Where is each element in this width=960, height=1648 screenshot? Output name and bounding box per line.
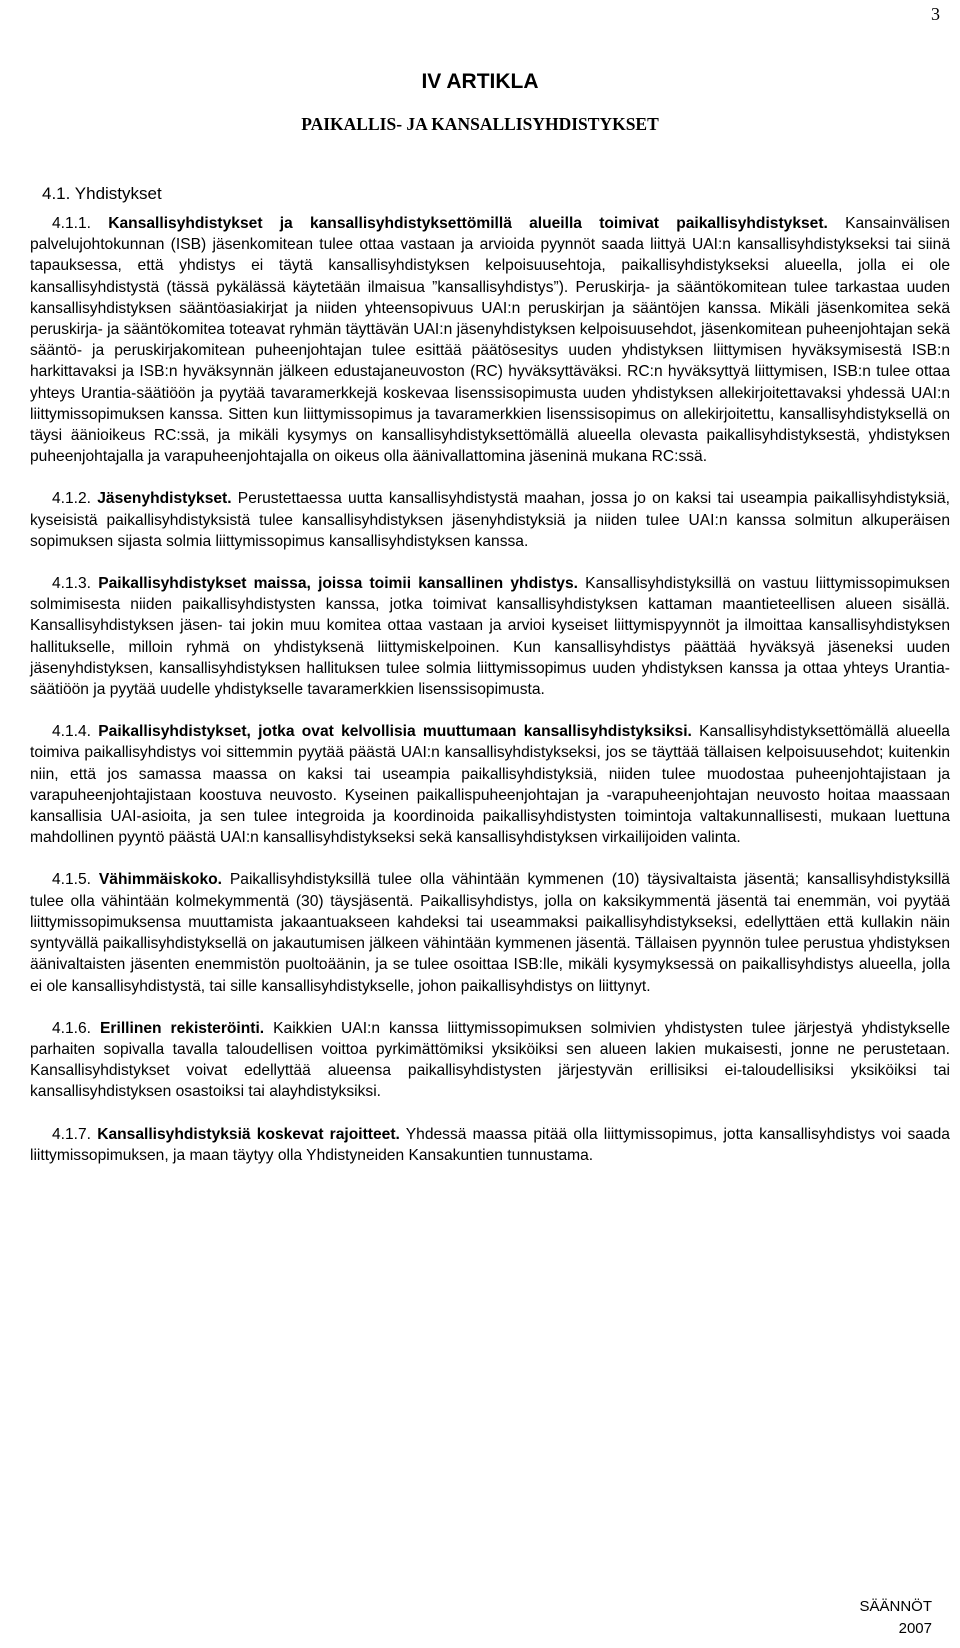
paragraph-heading: Kansallisyhdistykset ja kansallisyhdistyksettömillä alueilla toimivat paikallisyhdistykset. (108, 215, 828, 232)
paragraph-heading: Jäsenyhdistykset. (97, 490, 232, 508)
paragraph-4-1-1 (30, 213, 950, 467)
paragraph-text: Kansainvälisen palvelujohtokunnan (ISB) jäsenkomitean tulee ottaa vastaan ja arvioida pyynnöt saada liittyä UAI:n kansallisyhdistykseksi tai siinä tapauksessa, että yhdistys ei täytä kansallisyhdistyksen kelpoisuusehtoja, paikallisyhdistykseksi alueella, jolla ei ole kansallisyhdistystä (tässä pykälässä käytetään ilmaisua ”kansallisyhdistys”). Peruskirja- ja sääntökomitean tulee tarkastaa uuden kansallisyhdistyksen sääntöasiakirjat ja niiden yhteensopivuus UAI:n peruskirjan ja sääntöjen kanssa. Mikäli jäsenkomitea sekä peruskirja- ja sääntökomitea toteavat ryhmän täyttävän UAI:n jäsenyhdistyksen kelpoisuusehdot, jäsenkomitean puheenjohtajan sekä sääntö- ja peruskirjakomitean puheenjohtajan tulee esittää päätösesitys uuden yhdistyksen liittymisen hyväksymisestä ISB:n harkittavaksi ja ISB:n hyväksynnän jälkeen edustajaneuvoston (RC) hyväksyttäväksi. RC:n hyväksyttyä liittymisen, ISB:n tulee ottaa yhteys Urantia-säätiöön ja pyytää tavaramerkkejä koskevaa lisenssisopimusta uuden yhdistyksen allekirjoitettavaksi yhdessä UAI:n liittymissopimuksen kanssa. Sitten kun liittymissopimus ja tavaramerkkien lisenssisopimus on allekirjoitettu, kansallisyhdistyksellä on täysi äänioikeus RC:ssä, ja mikäli kysymys on kansallisyhdistyksettömällä alueella olevasta paikallisyhdistyksestä, yhdistyksen puheenjohtajalla ja varapuheenjohtajalla on oikeus olla äänivallattomina jäseninä mukana RC:ssä. (30, 215, 950, 466)
footer-label: SÄÄNNÖT (859, 1598, 932, 1615)
paragraph-4-1-4 (30, 721, 950, 848)
paragraph-4-1-5 (30, 869, 950, 996)
paragraph-number: 4.1.5. (52, 871, 92, 889)
paragraph-number: 4.1.3. (52, 575, 92, 593)
paragraph-heading: Paikallisyhdistykset, jotka ovat kelvollisia muuttumaan kansallisyhdistyksiksi. (98, 723, 692, 741)
paragraph-number: 4.1.4. (52, 723, 92, 741)
paragraph-4-1-2 (30, 488, 950, 552)
paragraph-text: Perustettaessa uutta kansallisyhdistystä maahan, jossa jo on kaksi tai useampia paikallisyhdistyksiä, kyseisistä paikallisyhdistyksistä tulee kansallisyhdistyksen jäsenyhdistyksiä ja niiden tulee UAI:n kanssa solmitun alkuperäisen sopimuksen sijasta solmia liittymissopimus kansallisyhdistyksen kanssa. (30, 490, 950, 550)
paragraph-text: Kaikkien UAI:n kanssa liittymissopimuksen solmivien yhdistysten tulee järjestyä yhdistykselle parhaiten sopivalla tavalla taloudellisen voittoa pyrkimättömiksi yksiköiksi sen alueen lakien mukaisesti, jonne ne perustetaan. Kansallisyhdistykset voivat edellyttää alueensa paikallisyhdistysten järjestyvän erillisiksi ei-taloudellisiksi yksiköiksi tai kansallisyhdistyksen osastoiksi tai alayhdistyksiksi. (30, 1019, 950, 1101)
paragraph-text: Yhdessä maassa pitää olla liittymissopimus, jotta kansallisyhdistys voi saada liittymissopimuksen, ja maan täytyy olla Yhdistyneiden Kansakuntien tunnustama. (30, 1125, 950, 1164)
paragraph-heading: Vähimmäiskoko. (98, 871, 222, 889)
paragraph-text: Kansallisyhdistyksettömällä alueella toimiva paikallisyhdistys voi sittemmin pyytää päästä UAI:n kansallisyhdistykseksi, jos se täyttää tällaisen kelpoisuusehdot; kuitenkin niin, että jos samassa maassa on kaksi tai useampia paikallisyhdistyksiä, niiden tulee muodostaa puheenjohtajistaan ja varapuheenjohtajistaan koostuva neuvosto. Kyseinen paikallispuheenjohtajan ja -varapuheenjohtajan neuvosto hoitaa maassaan kansallisia UAI-asioita, ja sen tulee integroida ja koordinoida paikallisyhdistysten toimintoja valtakunnallisesti, mukaan luettuna mahdollinen pyyntö päästä UAI:n kansallisyhdistykseksi sekä kansallisyhdistyksen virkailijoiden valinta. (30, 723, 950, 847)
paragraph-number: 4.1.7. (52, 1125, 92, 1143)
document-body (30, 213, 950, 1187)
paragraph-number: 4.1.6. (52, 1019, 92, 1037)
paragraph-heading: Kansallisyhdistyksiä koskevat rajoitteet. (97, 1125, 400, 1143)
article-subtitle: PAIKALLIS- JA KANSALLISYHDISTYKSET (301, 114, 659, 134)
paragraph-text: Paikallisyhdistyksillä tulee olla vähintään kymmenen (10) täysivaltaista jäsentä; kansallisyhdistyksillä tulee olla vähintään kolmekymmentä (30) täysjäsentä. Paikallisyhdistys, jolla on kaksikymmentä jäsentä tai enemmän, voi pyytää liittymissopimuksensa muuttamista jakaantuakseen kahdeksi tai useammaksi paikallisyhdistykseksi, edellyttäen että kullakin näin syntyvällä paikallisyhdistyksellä on jakautumisen jälkeen vähintään kymmenen jäsentä. Tällaisen pyynnön tulee perustua yhdistyksen äänivaltaisten jäsenten enemmistön puoltoäänin, ja se tulee osoittaa ISB:lle, mikäli kysymyksessä on paikallisyhdistys alueella, jolla ei ole kansallisyhdistystä, tai sille kansallisyhdistykselle, johon paikallisyhdistys on liittynyt. (30, 871, 950, 995)
page-number: 3 (931, 4, 940, 24)
footer-year: 2007 (898, 1620, 932, 1637)
paragraph-text: Kansallisyhdistyksillä on vastuu liittymissopimuksen solmimisesta niiden paikallisyhdistysten kanssa, jotka toimivat kansallisyhdistyksen kattaman maantieteellisen alueen sisällä. Kansallisyhdistyksen jäsen- tai jokin muu komitea ottaa vastaan ja arvioi kyseiset liittymispyynnöt ja ilmoittaa kansallisyhdistyksen hallitukselle, milloin ryhmä on yhdistyksenä liittymiskelpoinen. Kun kansallisyhdistys päättää hyväksyä jäseneksi uuden jäsenyhdistyksen, kansallisyhdistyksen hallituksen tulee solmia liittymissopimus uuden yhdistyksen kanssa ja ottaa yhteys Urantia-säätiöön ja pyytää uudelle yhdistykselle tavaramerkkien lisenssisopimusta. (30, 575, 950, 699)
paragraph-number: 4.1.2. (52, 490, 92, 508)
paragraph-heading: Paikallisyhdistykset maissa, joissa toimii kansallinen yhdistys. (98, 575, 578, 593)
paragraph-heading: Erillinen rekisteröinti. (100, 1019, 265, 1037)
paragraph-number: 4.1.1. (52, 215, 92, 232)
paragraph-4-1-3 (30, 573, 950, 700)
section-heading: 4.1. Yhdistykset (42, 184, 162, 203)
paragraph-4-1-6 (30, 1018, 950, 1103)
paragraph-4-1-7 (30, 1124, 950, 1166)
article-title: IV ARTIKLA (421, 70, 539, 93)
